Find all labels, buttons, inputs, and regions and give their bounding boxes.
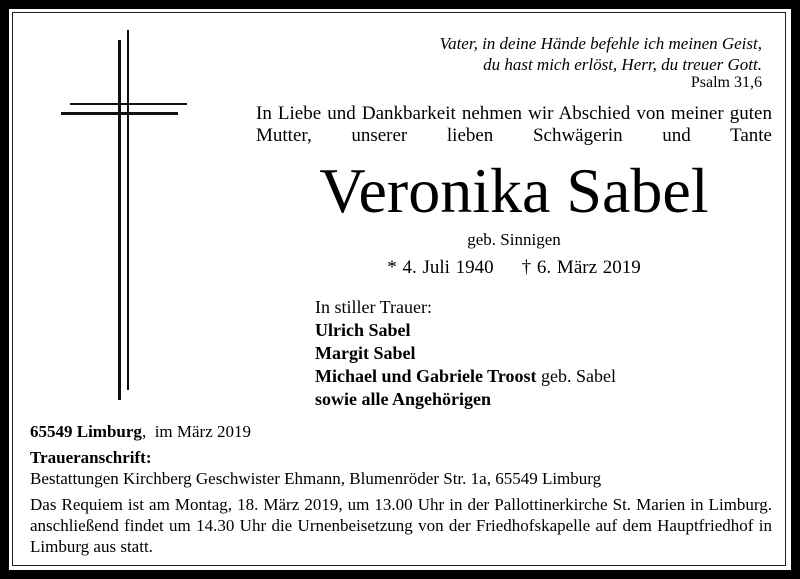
bible-quote xyxy=(440,33,762,75)
requiem-text: Das Requiem ist am Montag, 18. März 2019, um 13.00 Uhr in der Pallottinerkirche St. Marien in Limburg. anschließend findet um 14.30 Uhr die Urnenbeisetzung von der Friedhofskapelle auf dem Hauptfriedhof in Limburg aus statt. xyxy=(30,495,772,556)
quote-source: Psalm 31,6 xyxy=(690,74,762,91)
mourners-heading: In stiller Trauer: xyxy=(315,297,432,317)
mourner: Margit Sabel xyxy=(315,343,416,363)
place-date xyxy=(30,422,251,442)
mourner-suffix: geb. Sabel xyxy=(541,366,616,386)
quote-line: Vater, in deine Hände befehle ich meinen Geist, xyxy=(439,34,762,53)
intro-text: In Liebe und Dankbarkeit nehmen wir Abschied von meiner guten Mutter, unserer lieben Schwägerin und Tante xyxy=(256,103,772,146)
quote-line: du hast mich erlöst, Herr, du treuer Gott. xyxy=(483,55,762,74)
life-dates xyxy=(256,257,772,279)
address-text: Bestattungen Kirchberg Geschwister Ehmann, Blumenröder Str. 1a, 65549 Limburg xyxy=(30,469,602,488)
address-heading: Traueranschrift: xyxy=(30,448,152,467)
mourner: Ulrich Sabel xyxy=(315,320,411,340)
notice-date: , im März 2019 xyxy=(141,422,252,441)
birth-date: * 4. Juli 1940 xyxy=(387,257,494,278)
other-mourners: sowie alle Angehörigen xyxy=(315,389,491,409)
deceased-name: Veronika Sabel xyxy=(319,155,709,226)
birth-name: geb. Sinnigen xyxy=(467,230,561,249)
death-date: † 6. März 2019 xyxy=(521,257,641,278)
mourners xyxy=(315,296,616,411)
place-city: 65549 Limburg xyxy=(30,422,142,441)
mourner: Michael und Gabriele Troost xyxy=(315,366,537,386)
